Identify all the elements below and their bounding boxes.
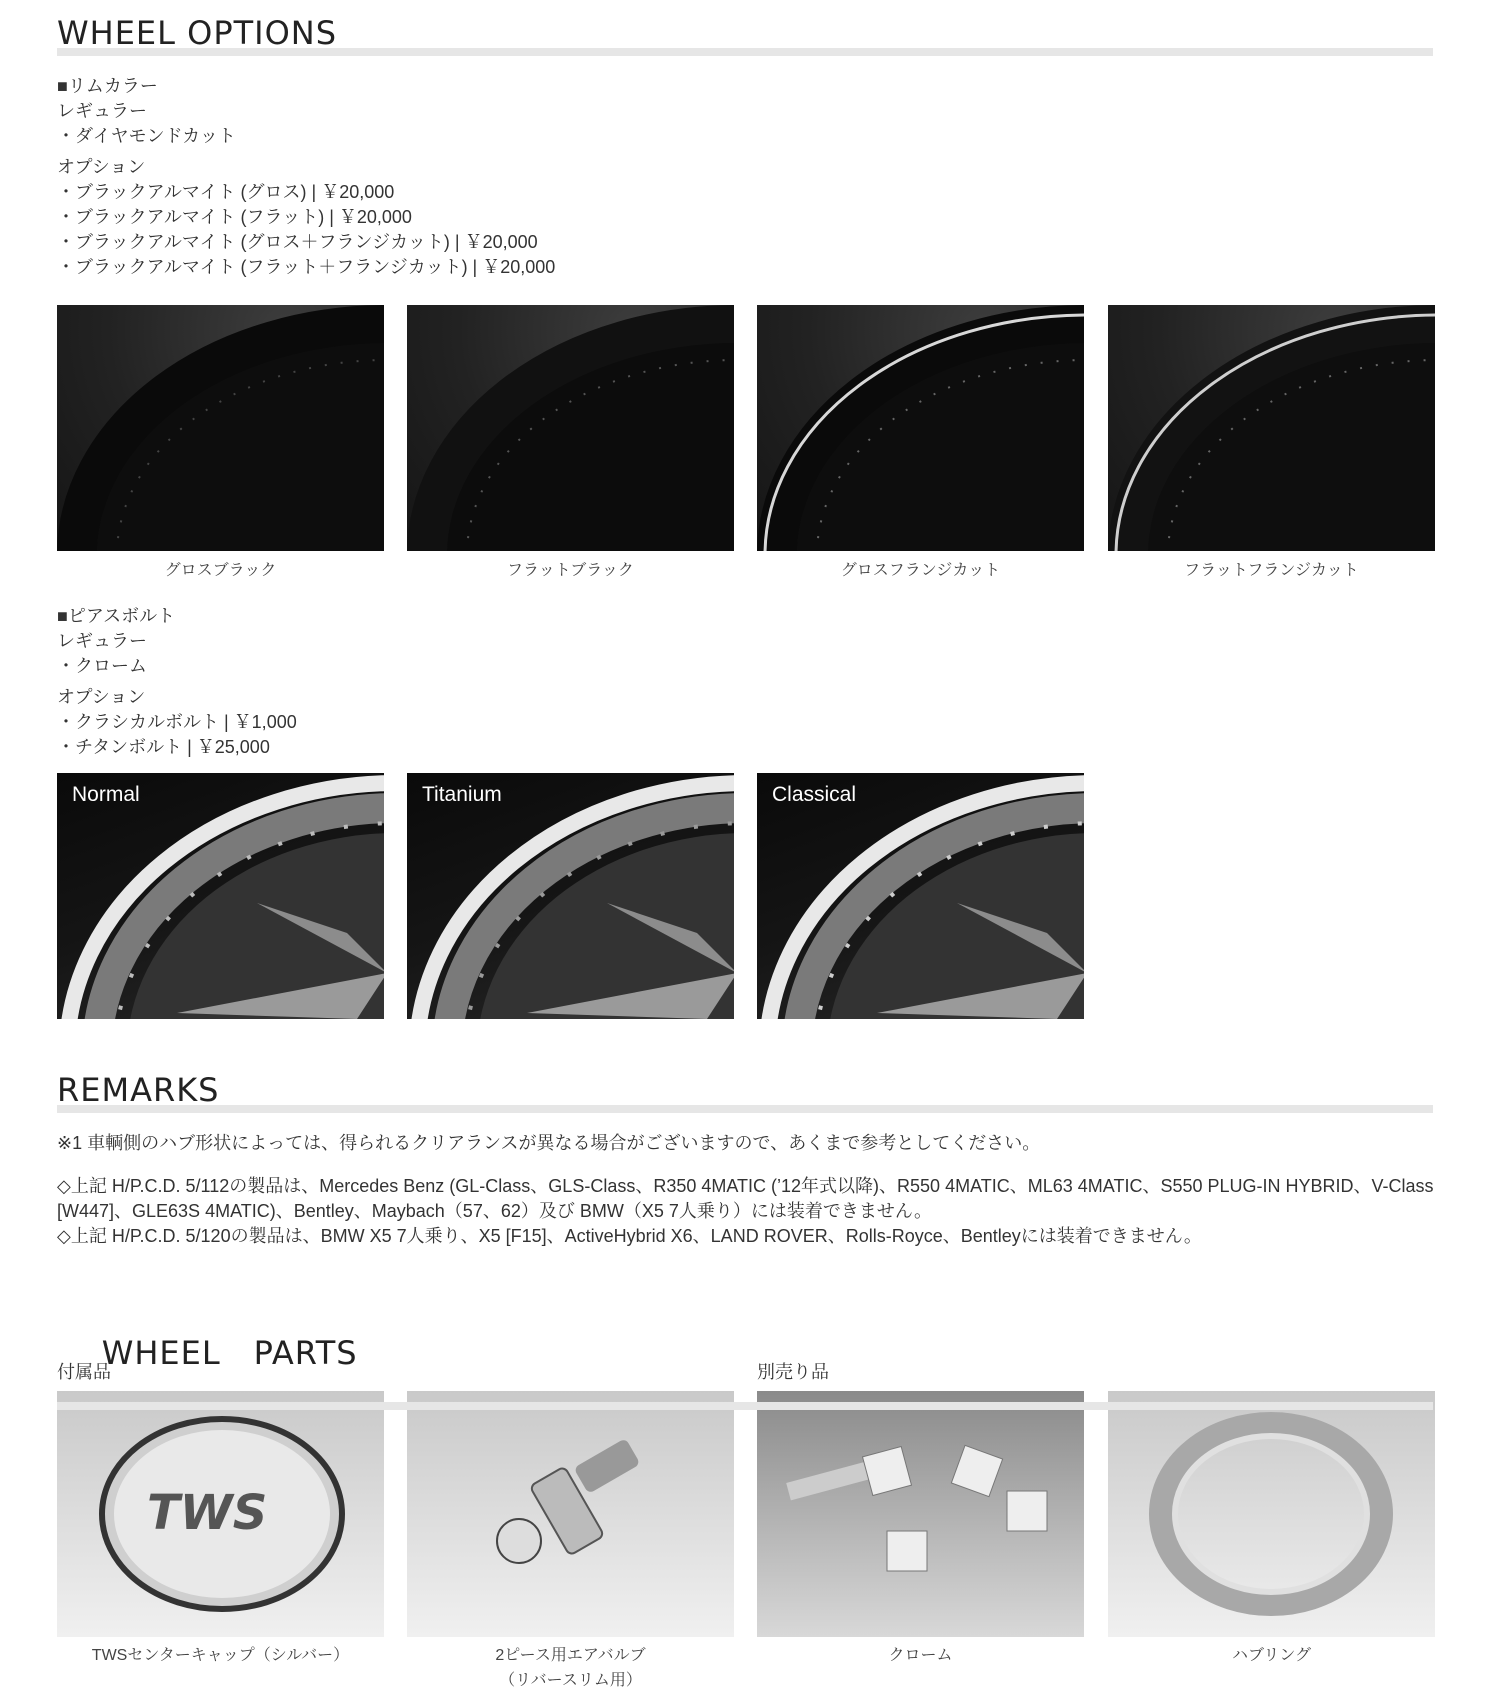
rim-regular-label: レギュラー [57,101,147,121]
rim-color-block [57,74,555,280]
rim-photo-gloss-black[interactable] [57,305,384,551]
rim-option-item: ・ブラックアルマイト (グロス＋フランジカット) | ￥20,000 [57,232,538,252]
rim-heading: ■リムカラー [57,76,158,96]
bolt-photo-label: Titanium [422,783,502,806]
part-caption: クローム [888,1647,953,1664]
rim-option-item: ・ブラックアルマイト (グロス) | ￥20,000 [57,182,395,202]
center-cap-image [57,1391,384,1637]
rim-option-label: オプション [57,157,146,177]
bolt-heading: ■ピアスボルト [57,606,176,626]
wheel-image [57,773,384,1019]
bolt-option-label: オプション [57,687,146,707]
part-photo-chrome-bolts[interactable] [757,1391,1084,1637]
bolt-regular-item: ・クローム [57,656,147,676]
rim-caption: フラットフランジカット [1184,562,1359,579]
bolt-photo-label: Classical [772,783,857,806]
bolt-option-item: ・チタンボルト | ￥25,000 [57,737,270,757]
bolts-image [757,1391,1084,1637]
wheel-parts-title: WHEEL PARTS [57,1302,1433,1404]
rim-photo-flat-black[interactable] [407,305,734,551]
air-valve-image [407,1391,734,1637]
rim-photo-gloss-flange-cut[interactable] [757,305,1084,551]
part-photo-air-valve[interactable] [407,1391,734,1637]
title-rule [57,1402,1433,1410]
rim-caption: グロスフランジカット [840,562,1001,579]
svg-text:TWS: TWS [147,1485,268,1541]
bolt-photo-normal[interactable] [57,773,384,1019]
bolt-photo-label: Normal [72,783,140,806]
part-photo-hub-ring[interactable] [1108,1391,1435,1637]
rim-image [1108,305,1435,551]
bolt-option-item: ・クラシカルボルト | ￥1,000 [57,712,297,732]
part-caption: TWSセンターキャップ（シルバー） [91,1647,350,1664]
rim-option-item: ・ブラックアルマイト (フラット) | ￥20,000 [57,207,412,227]
part-caption: ハブリング [1231,1647,1312,1664]
part-caption: 2ピース用エアバルブ （リバースリム用） [495,1647,646,1689]
bolt-photo-titanium[interactable] [407,773,734,1019]
rim-image [57,305,384,551]
rim-image [407,305,734,551]
wheel-options-title: WHEEL OPTIONS [57,16,1433,50]
rim-photo-flat-flange-cut[interactable] [1108,305,1435,551]
part-photo-center-cap[interactable] [57,1391,384,1637]
remark-note-2: ◇上記 H/P.C.D. 5/112の製品は、Mercedes Benz (GL-Class、GLS-Class、R350 4MATIC (’12年式以降)、R550 4MATIC、ML63 4MATIC、S550 PLUG-IN HYBRID、V-Class [W447]、GLE63S 4MATIC)、Bentley、Maybach（57、62）及び BMW（X5 7人乗り）には装着できません。 [57,1176,1434,1221]
wheel-image [757,773,1084,1019]
rim-option-item: ・ブラックアルマイト (フラット＋フランジカット) | ￥20,000 [57,257,556,277]
included-label: 付属品 [57,1362,111,1382]
remark-note-1: ※1 車輌側のハブ形状によっては、得られるクリアランスが異なる場合がございますので、あくまで参考としてください。 [57,1133,1041,1153]
remark-note-3: ◇上記 H/P.C.D. 5/120の製品は、BMW X5 7人乗り、X5 [F15]、ActiveHybrid X6、LAND ROVER、Rolls-Royce、Bentleyには装着できません。 [57,1226,1202,1246]
remarks-title: REMARKS [57,1073,1433,1107]
pierce-bolt-block [57,604,297,760]
wheel-image [407,773,734,1019]
title-rule [57,1105,1433,1113]
bolt-photo-classical[interactable] [757,773,1084,1019]
rim-caption: フラットブラック [507,562,634,579]
hub-ring-image [1108,1391,1435,1637]
rim-caption: グロスブラック [164,562,277,579]
rim-regular-item: ・ダイヤモンドカット [57,126,236,146]
bolt-regular-label: レギュラー [57,631,147,651]
separate-label: 別売り品 [757,1362,829,1382]
rim-image [757,305,1084,551]
